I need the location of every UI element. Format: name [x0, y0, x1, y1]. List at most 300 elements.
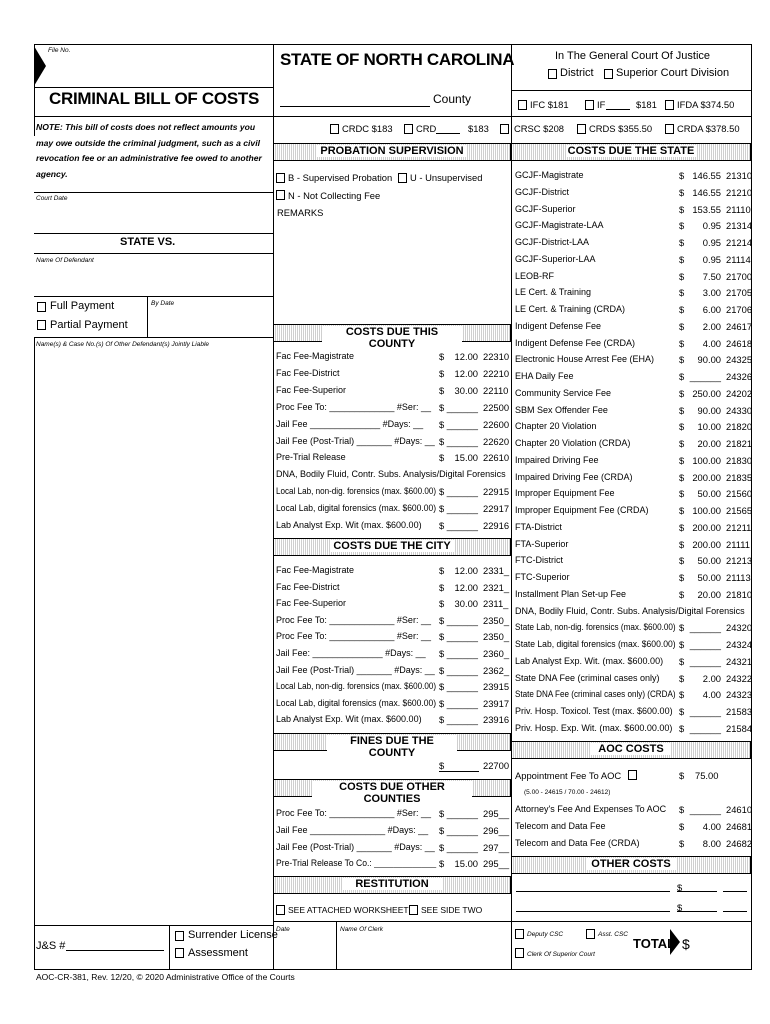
city-cost-amount[interactable]: ______ — [446, 631, 478, 643]
county-cost-row — [276, 503, 510, 515]
surrender-license-checkbox[interactable] — [175, 931, 184, 941]
total-arrow-icon — [670, 929, 680, 955]
total-dollar: $ — [682, 936, 690, 952]
city-cost-code: 2311_ — [483, 598, 509, 610]
partial-payment-checkbox[interactable] — [37, 320, 46, 330]
if-amount: $181 — [636, 99, 657, 110]
state-costs-header — [511, 143, 751, 161]
file-no-arrow — [34, 46, 46, 86]
crda-checkbox[interactable] — [665, 124, 674, 134]
state-cost-code: 21810 — [726, 588, 753, 600]
clerk-superior-label: Clerk Of Superior Court — [527, 951, 595, 958]
state-cost-amount: 90.00 — [697, 354, 721, 366]
city-cost-code: 2360_ — [483, 648, 510, 659]
state-cost-amount: 3.00 — [702, 287, 721, 299]
state-cost-dollar: $ — [679, 572, 685, 583]
other-county-cost-code: 297__ — [483, 841, 510, 853]
state-cost-row — [515, 539, 749, 551]
state-cost-label: Priv. Hosp. Exp. Wit. (max. $600.00.00) — [515, 722, 673, 733]
if-checkbox[interactable] — [585, 100, 594, 110]
state-cost-code: 24324 — [726, 639, 753, 650]
city-cost-amount: 30.00 — [454, 598, 478, 610]
aoc-header — [511, 741, 751, 759]
city-cost-amount[interactable]: ______ — [446, 664, 478, 676]
rule — [34, 253, 273, 254]
state-cost-row — [515, 220, 753, 232]
divider-left — [273, 44, 274, 970]
state-cost-dollar: $ — [679, 655, 685, 667]
state-cost-amount: 2.00 — [702, 672, 721, 684]
superior-label: Superior Court Division — [616, 67, 730, 79]
state-cost-label: Improper Equipment Fee (CRDA) — [515, 505, 649, 515]
county-cost-amount[interactable]: ______ — [446, 401, 478, 413]
aoc-cost-label: Attorney's Fee And Expenses To AOC — [515, 804, 667, 814]
state-cost-row — [515, 622, 753, 634]
other-counties-title: COSTS DUE OTHER COUNTIES — [312, 781, 472, 805]
city-cost-row — [276, 648, 510, 660]
county-cost-dollar: $ — [439, 367, 445, 379]
city-cost-dollar: $ — [439, 598, 445, 610]
state-cost-amount: 146.55 — [692, 186, 721, 198]
state-cost-row — [515, 237, 753, 249]
state-cost-amount: 200.00 — [692, 471, 721, 483]
city-cost-amount[interactable]: ______ — [446, 614, 478, 626]
appointment-fee-checkbox[interactable] — [628, 770, 637, 780]
assessment-checkbox[interactable] — [175, 948, 184, 958]
other-county-cost-code: 296__ — [483, 824, 510, 836]
other-cost-2-dollar: $ — [677, 902, 683, 913]
unsupervised-label: U - Unsupervised — [410, 172, 483, 183]
state-cost-code: 21111 — [726, 538, 750, 550]
state-cost-dollar: $ — [679, 270, 685, 282]
state-cost-row — [515, 471, 753, 484]
state-cost-row — [515, 387, 753, 400]
state-cost-dollar: $ — [679, 672, 685, 684]
aoc-cost-row — [515, 837, 753, 850]
frame-top — [34, 44, 752, 45]
county-cost-label: Local Lab, digital forensics (max. $600.00) — [276, 503, 437, 514]
county-cost-row — [276, 419, 510, 431]
crd-amount: $183 — [468, 123, 489, 134]
county-cost-row — [276, 486, 510, 498]
county-cost-row — [276, 436, 510, 448]
county-cost-code: 22915 — [483, 486, 510, 498]
county-cost-label: DNA, Bodily Fluid, Contr. Subs. Analysis/Digital Forensics — [276, 469, 506, 480]
city-cost-dollar: $ — [439, 664, 445, 676]
state-cost-row — [515, 672, 753, 685]
state-cost-label: Improper Equipment Fee — [515, 488, 615, 499]
county-cost-amount[interactable]: ______ — [446, 486, 478, 498]
aoc-title: AOC COSTS — [591, 743, 671, 755]
state-cost-code: 21584 — [726, 722, 753, 734]
state-cost-label: State DNA Fee (criminal cases only) (CRDA) — [515, 689, 676, 700]
city-cost-row — [276, 615, 510, 627]
rule — [273, 921, 511, 922]
state-cost-label: DNA, Bodily Fluid, Contr. Subs. Analysis/Digital Forensics — [515, 605, 745, 616]
county-cost-amount: 12.00 — [454, 367, 478, 379]
other-county-cost-row — [276, 858, 510, 870]
state-cost-code: 21314 — [726, 220, 753, 232]
county-cost-code: 22917 — [483, 503, 510, 515]
if-field[interactable] — [606, 109, 630, 110]
rule — [34, 969, 752, 970]
aoc-cost-code: 24610 — [726, 804, 753, 815]
full-payment-checkbox[interactable] — [37, 302, 46, 312]
county-cost-row — [276, 385, 510, 397]
city-cost-dollar: $ — [439, 681, 445, 693]
county-cost-amount[interactable]: ______ — [446, 520, 478, 531]
state-cost-row — [515, 706, 753, 718]
crd-checkbox[interactable] — [404, 124, 413, 134]
county-cost-row — [276, 452, 510, 464]
rule — [511, 90, 751, 91]
note-line: agency. — [36, 168, 68, 179]
state-cost-label: Chapter 20 Violation — [515, 421, 597, 432]
city-cost-dollar: $ — [439, 614, 445, 626]
state-cost-dollar: $ — [679, 588, 685, 600]
state-cost-amount[interactable]: ______ — [689, 371, 721, 382]
state-cost-code: 21310 — [726, 170, 753, 181]
city-cost-amount: 12.00 — [454, 581, 478, 593]
asst-csc-checkbox[interactable] — [586, 929, 595, 939]
see-side-two-label: SEE SIDE TWO — [421, 905, 483, 915]
city-cost-row — [276, 665, 510, 677]
county-cost-amount[interactable]: ______ — [446, 435, 478, 447]
county-cost-row — [276, 368, 510, 380]
form-title: CRIMINAL BILL OF COSTS — [49, 89, 259, 108]
city-cost-dollar: $ — [439, 631, 445, 643]
partial-payment-label: Partial Payment — [50, 319, 128, 331]
state-cost-row — [515, 170, 753, 182]
crda-label: CRDA $378.50 — [677, 123, 740, 134]
state-cost-label: Installment Plan Set-up Fee — [515, 588, 627, 599]
other-county-cost-dollar: $ — [439, 858, 445, 870]
city-cost-label: Lab Analyst Exp. Wit (max. $600.00) — [276, 714, 422, 725]
state-cost-dollar: $ — [679, 186, 685, 198]
state-cost-amount: 0.95 — [702, 237, 721, 248]
crds-checkbox[interactable] — [577, 124, 586, 134]
city-cost-amount[interactable]: ______ — [446, 648, 478, 659]
state-cost-code: 21214 — [726, 237, 753, 248]
rule — [147, 296, 148, 337]
state-cost-label: SBM Sex Offender Fee — [515, 404, 608, 415]
crdc-label: CRDC $183 — [342, 123, 393, 134]
county-cost-dollar: $ — [439, 401, 445, 413]
county-cost-code: 22916 — [483, 520, 510, 531]
aoc-cost-dollar: $ — [679, 820, 685, 832]
county-cost-code: 22210 — [483, 367, 510, 379]
state-cost-label: GCJF-District-LAA — [515, 237, 589, 247]
county-cost-row — [276, 351, 510, 363]
state-cost-row — [515, 354, 753, 366]
state-cost-code: 21705 — [726, 287, 753, 299]
state-cost-code: 21210 — [726, 186, 753, 198]
other-cost-2-field[interactable] — [516, 911, 670, 912]
city-cost-label: Jail Fee: ______________ #Days: __ — [276, 648, 426, 658]
city-cost-dollar: $ — [439, 565, 445, 576]
state-cost-row — [515, 186, 753, 199]
crsc-checkbox[interactable] — [500, 124, 509, 134]
aoc-cost-dollar: $ — [679, 804, 685, 815]
other-county-cost-amount[interactable]: ______ — [446, 824, 478, 836]
see-side-two-checkbox[interactable] — [409, 905, 418, 915]
other-county-cost-amount: 15.00 — [454, 858, 478, 870]
deputy-csc-checkbox[interactable] — [515, 929, 524, 939]
state-cost-dollar: $ — [679, 438, 685, 449]
state-cost-row — [515, 337, 753, 350]
state-cost-row — [515, 572, 749, 584]
rule — [336, 921, 337, 969]
city-cost-row — [276, 681, 510, 693]
state-cost-amount[interactable]: ______ — [689, 722, 721, 734]
state-cost-label: FTA-District — [515, 521, 562, 532]
state-cost-code: 24325 — [726, 354, 753, 366]
county-cost-row — [276, 520, 510, 532]
js-label: J&S # — [36, 940, 66, 952]
state-cost-row — [515, 505, 753, 517]
probation-header — [273, 143, 511, 161]
state-cost-row — [515, 304, 753, 316]
state-cost-dollar: $ — [679, 287, 685, 299]
state-cost-label: LEOB-RF — [515, 270, 555, 281]
state-cost-row — [515, 689, 753, 701]
state-cost-label: Lab Analyst Exp. Wit. (max. $600.00) — [515, 655, 664, 666]
state-cost-amount[interactable]: ______ — [689, 622, 721, 634]
aoc-cost-amount: 4.00 — [702, 820, 721, 832]
other-county-cost-row — [276, 808, 510, 820]
county-cost-dollar: $ — [439, 418, 445, 430]
appointment-fee-amount: 75.00 — [695, 770, 719, 781]
state-cost-label: FTC-Superior — [515, 572, 570, 582]
other-cost-1-dollar: $ — [677, 882, 683, 893]
note-line: NOTE: This bill of costs does not reflect amounts you — [36, 122, 256, 132]
date-label: Date — [276, 926, 290, 933]
other-county-cost-amount[interactable]: ______ — [446, 808, 478, 819]
ifda-checkbox[interactable] — [665, 100, 674, 110]
state-cost-code: 24323 — [726, 689, 753, 701]
name-defendant-label: Name Of Defendant — [36, 257, 94, 264]
county-cost-dollar: $ — [439, 503, 445, 515]
city-cost-code: 23916 — [483, 714, 510, 726]
other-county-cost-dollar: $ — [439, 824, 445, 836]
city-cost-code: 2350_ — [483, 614, 510, 626]
state-cost-code: 24321 — [726, 655, 753, 667]
state-cost-dollar: $ — [679, 354, 685, 366]
district-checkbox[interactable] — [548, 69, 557, 79]
city-cost-code: 2350_ — [483, 631, 510, 643]
crd-field[interactable] — [436, 133, 460, 134]
state-cost-code: 21213 — [726, 555, 753, 567]
county-cost-label: Proc Fee To: _____________ #Ser: __ — [276, 401, 431, 412]
county-field[interactable] — [280, 106, 430, 107]
state-cost-amount[interactable]: ______ — [689, 655, 721, 667]
other-county-cost-label: Jail Fee _______________ #Days: __ — [276, 824, 429, 835]
aoc-cost-row — [515, 804, 753, 816]
other-county-cost-label: Pre-Trial Release To Co.: _____________ — [276, 858, 437, 869]
other-cost-1-amount[interactable] — [677, 891, 717, 892]
aoc-cost-amount: 8.00 — [702, 837, 721, 849]
fines-code: 22700 — [483, 760, 510, 771]
state-cost-amount: 50.00 — [697, 555, 721, 567]
city-cost-row — [276, 631, 510, 643]
county-label: County — [433, 92, 472, 106]
other-cost-2-amount[interactable] — [677, 911, 717, 912]
state-cost-code: 21820 — [726, 421, 753, 433]
state-cost-row — [515, 639, 753, 651]
state-cost-label: GCJF-Superior-LAA — [515, 253, 596, 264]
state-cost-amount: 250.00 — [692, 387, 721, 399]
state-cost-code: 21211 — [726, 521, 752, 533]
clerk-name-label: Name Of Clerk — [340, 926, 383, 933]
other-counties-header — [273, 779, 511, 805]
state-cost-dollar: $ — [679, 404, 685, 416]
state-cost-row — [515, 438, 753, 450]
state-cost-dollar: $ — [679, 170, 685, 181]
state-cost-label: State Lab, non-dig. forensics (max. $600.00) — [515, 622, 676, 633]
city-cost-label: Fac Fee-Superior — [276, 598, 347, 609]
state-cost-label: Indigent Defense Fee — [515, 320, 602, 331]
appointment-fee-dollar: $ — [679, 770, 685, 781]
assessment-label: Assessment — [188, 947, 248, 959]
if-label: IF — [597, 99, 606, 110]
other-cost-1-code[interactable] — [723, 891, 747, 892]
see-attached-label: SEE ATTACHED WORKSHEET — [288, 905, 409, 915]
state-cost-label: LE Cert. & Training (CRDA) — [515, 304, 626, 314]
ifc-checkbox[interactable] — [518, 100, 527, 110]
state-cost-amount: 50.00 — [697, 488, 721, 500]
unsupervised-checkbox[interactable] — [398, 173, 407, 183]
rule — [34, 233, 273, 234]
county-cost-code: 22610 — [483, 452, 510, 464]
city-costs-header — [273, 538, 511, 556]
city-cost-amount[interactable]: ______ — [446, 697, 478, 709]
crds-label: CRDS $355.50 — [589, 123, 653, 134]
county-cost-label: Jail Fee (Post-Trial) _______ #Days: __ — [276, 435, 435, 446]
county-cost-code: 22500 — [483, 401, 510, 413]
probation-title: PROBATION SUPERVISION — [317, 145, 467, 157]
state-cost-row — [515, 454, 753, 467]
state-cost-amount: 6.00 — [702, 304, 721, 315]
state-cost-row — [515, 655, 753, 668]
other-cost-1-field[interactable] — [516, 891, 670, 892]
state-cost-label: LE Cert. & Training — [515, 287, 592, 298]
state-cost-row — [515, 555, 753, 567]
file-no-label: File No. — [48, 47, 71, 54]
supervised-checkbox[interactable] — [276, 173, 285, 183]
state-cost-dollar: $ — [679, 454, 685, 466]
state-cost-dollar: $ — [679, 320, 685, 332]
state-cost-amount: 2.00 — [702, 320, 721, 332]
not-collecting-checkbox[interactable] — [276, 190, 285, 200]
state-cost-amount[interactable]: ______ — [689, 639, 721, 650]
restitution-title: RESTITUTION — [342, 878, 442, 890]
city-cost-label: Local Lab, digital forensics (max. $600.00) — [276, 697, 437, 708]
state-cost-label: GCJF-Superior — [515, 203, 576, 214]
state-cost-amount: 7.50 — [702, 270, 721, 282]
state-cost-code: 24320 — [726, 622, 753, 634]
fines-amount-field[interactable] — [439, 771, 479, 772]
state-cost-label: State Lab, digital forensics (max. $600.00) — [515, 639, 676, 649]
city-cost-amount[interactable]: ______ — [446, 714, 478, 726]
state-cost-label: Electronic House Arrest Fee (EHA) — [515, 354, 655, 365]
deputy-csc-label: Deputy CSC — [527, 931, 564, 938]
state-cost-dollar: $ — [679, 220, 685, 232]
form-footer: AOC-CR-381, Rev. 12/20, © 2020 Administrative Office of the Courts — [36, 972, 295, 982]
county-cost-label: Lab Analyst Exp. Wit (max. $600.00) — [276, 520, 422, 530]
city-cost-code: 2362_ — [483, 664, 510, 676]
county-cost-amount[interactable]: ______ — [446, 503, 478, 515]
state-cost-dollar: $ — [679, 387, 685, 399]
state-cost-code: 24330 — [726, 404, 753, 416]
county-cost-label: Jail Fee ______________ #Days: __ — [276, 418, 424, 429]
state-cost-label: GCJF-Magistrate-LAA — [515, 220, 604, 231]
by-date-label: By Date — [151, 300, 175, 307]
state-costs-title: COSTS DUE THE STATE — [567, 145, 695, 157]
other-county-cost-dollar: $ — [439, 841, 445, 853]
not-collecting-label: N - Not Collecting Fee — [288, 190, 381, 201]
state-cost-row — [515, 722, 753, 735]
fines-row — [276, 760, 508, 772]
state-cost-amount: 100.00 — [692, 454, 721, 466]
see-attached-checkbox[interactable] — [276, 905, 285, 915]
state-cost-dollar: $ — [679, 538, 685, 550]
state-cost-row — [515, 588, 753, 601]
state-cost-amount: 90.00 — [697, 404, 721, 416]
state-cost-row — [515, 488, 753, 500]
other-county-cost-code: 295__ — [483, 858, 510, 870]
state-cost-label: GCJF-District — [515, 186, 569, 197]
note-line: revocation fee or an administrative fee owed to another — [36, 153, 262, 163]
aoc-cost-amount[interactable]: ______ — [689, 804, 721, 815]
rule — [169, 925, 170, 970]
state-cost-amount: 200.00 — [692, 521, 721, 533]
other-county-cost-dollar: $ — [439, 808, 445, 819]
county-cost-code: 22310 — [483, 351, 510, 362]
clerk-superior-checkbox[interactable] — [515, 948, 524, 958]
state-cost-code: 24326 — [726, 371, 753, 382]
state-cost-code: 21830 — [726, 454, 753, 466]
other-county-cost-amount[interactable]: ______ — [446, 841, 478, 853]
county-cost-amount[interactable]: ______ — [446, 418, 478, 430]
city-cost-label: Proc Fee To: _____________ #Ser: __ — [276, 614, 431, 625]
state-cost-amount: 20.00 — [697, 438, 721, 449]
other-cost-2-code[interactable] — [723, 911, 747, 912]
rule — [34, 192, 273, 193]
state-cost-code: 21114 — [726, 253, 751, 265]
crdc-checkbox[interactable] — [330, 124, 339, 134]
superior-checkbox[interactable] — [604, 69, 613, 79]
state-cost-dollar: $ — [679, 237, 685, 248]
state-cost-row — [515, 606, 749, 618]
appointment-fee-label: Appointment Fee To AOC — [515, 770, 622, 781]
city-cost-row — [276, 565, 510, 577]
county-cost-amount: 30.00 — [454, 384, 478, 396]
city-cost-label: Fac Fee-District — [276, 581, 340, 592]
appointment-fee-codes: (5.00 - 24615 / 70.00 - 24612) — [524, 789, 611, 796]
county-cost-amount: 15.00 — [454, 452, 478, 464]
js-number-field[interactable] — [66, 950, 164, 951]
city-cost-row — [276, 698, 510, 710]
restitution-header — [273, 876, 511, 894]
state-cost-amount: 153.55 — [692, 203, 721, 215]
other-costs-header — [511, 856, 751, 874]
city-cost-amount[interactable]: ______ — [446, 681, 478, 693]
state-cost-amount[interactable]: ______ — [689, 706, 721, 717]
state-cost-row — [515, 254, 749, 266]
rule — [34, 925, 273, 926]
total-label: TOTAL — [633, 936, 676, 951]
other-costs-title: OTHER COSTS — [586, 858, 676, 870]
